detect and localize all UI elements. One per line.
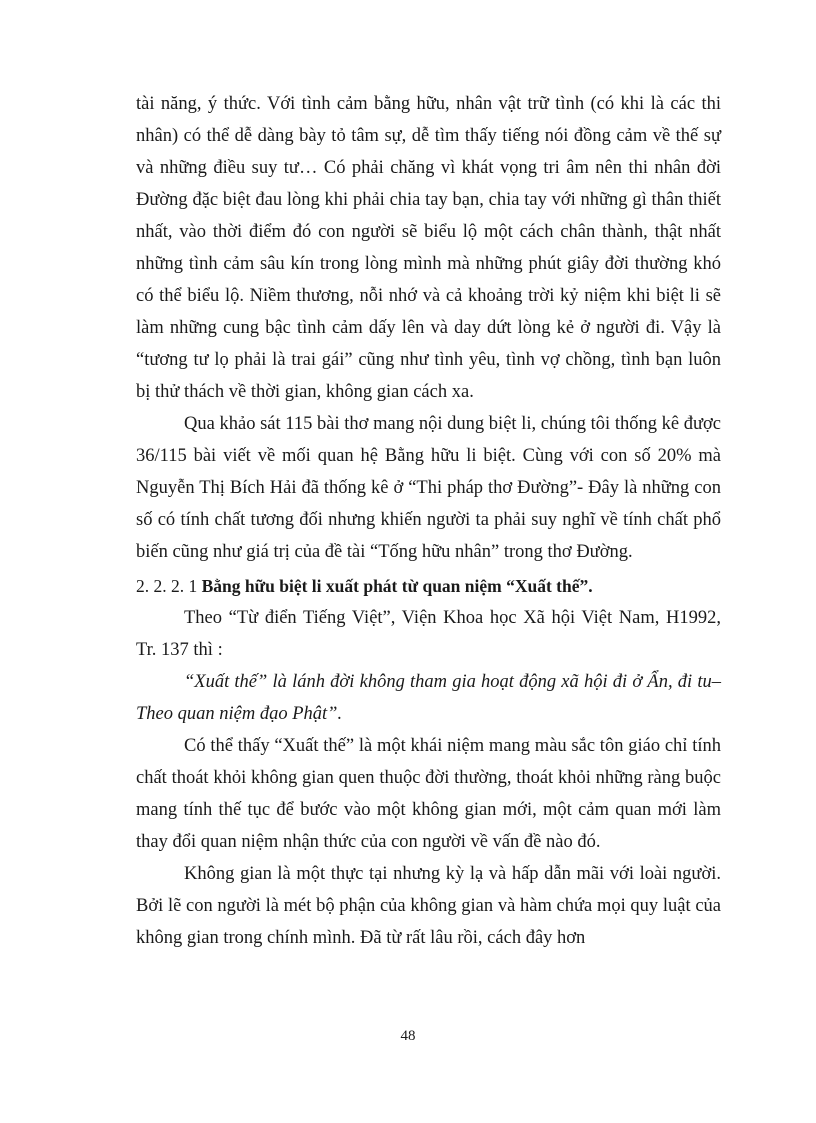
paragraph-5: Không gian là một thực tại nhưng kỳ lạ và hấp dẫn mãi với loài người. Bởi lẽ con người là mét bộ phận của không gian và hàm chứa mọi quy luật của không gian trong chính mình. Đã từ rất lâu rồi, cách đây hơn [136, 864, 721, 948]
paragraph-1: tài năng, ý thức. Với tình cảm bằng hữu, nhân vật trữ tình (có khi là các thi nhân) có thể dễ dàng bày tỏ tâm sự, dễ tìm thấy tiếng nói đồng cảm về thế sự và những điều suy tư… Có phải chăng vì khát vọng tri âm nên thi nhân đời Đường đặc biệt đau lòng khi phải chia tay bạn, chia tay với những gì thân thiết nhất, vào thời điểm đó con người sẽ biểu lộ một cách chân thành, thật nhất những tình cảm sâu kín trong lòng mình mà những phút giây đời thường khó có thể biểu lộ. Niềm thương, nỗi nhớ và cả khoảng trời kỷ niệm khi biệt li sẽ làm những cung bậc tình cảm dấy lên và day dứt lòng kẻ ở người đi. Vậy là “tương tư lọ phải là trai gái” cũng như tình yêu, tình vợ chồng, tình bạn luôn bị thử thách về thời gian, không gian cách xa. [136, 94, 721, 402]
definition-quote: “Xuất thế” là lánh đời không tham gia hoạt động xã hội đi ở Ẩn, đi tu– Theo quan niệm đạo Phật”. [136, 672, 721, 724]
paragraph-2: Qua khảo sát 115 bài thơ mang nội dung biệt li, chúng tôi thống kê được 36/115 bài viết về mối quan hệ Bằng hữu li biệt. Cùng với con số 20% mà Nguyễn Thị Bích Hải đã thống kê ở “Thi pháp thơ Đường”- Đây là những con số có tính chất tương đối nhưng khiến người ta phải suy nghĩ về tính chất phổ biến cũng như giá trị của đề tài “Tống hữu nhân” trong thơ Đường. [136, 414, 721, 562]
paragraph-3: Theo “Từ điển Tiếng Việt”, Viện Khoa học Xã hội Việt Nam, H1992, Tr. 137 thì : [136, 608, 721, 660]
document-body [136, 88, 721, 954]
page-number: 48 [400, 1028, 416, 1044]
section-heading [136, 570, 721, 602]
section-number: 2. 2. 2. 1 [136, 576, 198, 596]
paragraph-4: Có thể thấy “Xuất thế” là một khái niệm mang màu sắc tôn giáo chỉ tính chất thoát khỏi không gian quen thuộc đời thường, thoát khỏi những ràng buộc mang tính thế tục để bước vào một không gian mới, một cảm quan mới làm thay đổi quan niệm nhận thức của con người về vấn đề nào đó. [136, 736, 721, 852]
section-title: Bằng hữu biệt li xuất phát từ quan niệm “Xuất thế”. [201, 576, 593, 596]
